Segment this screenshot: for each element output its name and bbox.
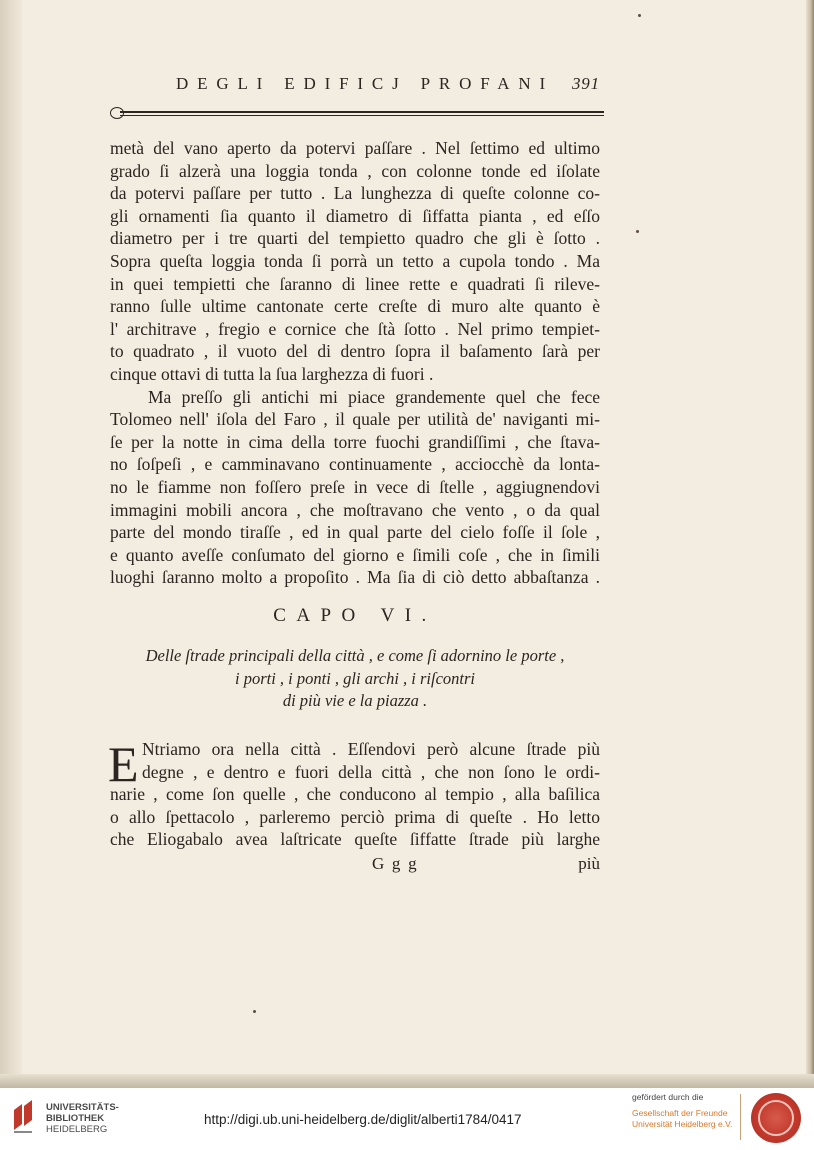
text-line: luoghi ſaranno molto a propoſito . Ma ſia di ciò detto abbaſtanza .	[110, 567, 600, 588]
text-line: immagini mobili ancora , che moſtravano che vento , o da qual	[110, 499, 600, 520]
sponsor-credit: gefördert durch die Gesellschaft der Freunde Universität Heidelberg e.V.	[632, 1092, 733, 1129]
text-line: to quadrato , il vuoto del di dentro ſopra il baſamento ſarà per	[110, 341, 600, 362]
chapter-title-line: di più vie e la piazza .	[282, 691, 428, 710]
page-number: 391	[571, 74, 600, 93]
text-line: cinque ottavi di tutta la ſua larghezza di fuori .	[110, 363, 434, 384]
page-gutter-shadow	[0, 0, 22, 1088]
text-line: ranno ſulle ultime cantonate certe creſte di muro alte quanto è	[110, 296, 600, 317]
text-line: metà del vano aperto da potervi paſſare . Nel ſettimo ed ultimo	[110, 138, 600, 158]
text-line: Ma preſſo gli antichi mi piace grandemente quel che fece	[148, 386, 600, 407]
chapter-title-line: Delle ſtrade principali della città , e come ſi adornino le porte ,	[145, 646, 565, 665]
text-line: o allo ſpettacolo , parleremo perciò prima di queſte . Ho letto	[110, 806, 600, 827]
paragraph-1	[110, 137, 600, 589]
signature-mark: Ggg	[372, 854, 425, 873]
text-line: in quei tempietti che ſaranno di linee rette e quadrati ſi rileve-	[110, 273, 600, 294]
ink-speck	[636, 230, 639, 233]
sponsor-divider	[740, 1094, 741, 1140]
chapter-heading: CAPO VI.	[273, 605, 437, 626]
text-line: che Eliogabalo avea laſtricate queſte ſiffatte ſtrade più larghe	[110, 829, 600, 850]
text-line: Ntriamo ora nella città . Eſſendovi però alcune ſtrade più	[142, 739, 600, 759]
running-head-title: DEGLI EDIFICJ PROFANI	[176, 74, 554, 93]
page-bottom-edge	[0, 1074, 814, 1088]
running-head	[110, 74, 600, 98]
text-line: diametro per i tre quarti del tempietto quadro che gli è ſotto .	[110, 228, 600, 249]
text-line: l' architrave , fregio e cornice che ſtà ſotto . Nel primo tempiet-	[110, 318, 600, 339]
permalink-url[interactable]: http://digi.ub.uni-heidelberg.de/diglit/alberti1784/0417	[204, 1112, 522, 1127]
catchword: più	[578, 854, 600, 873]
university-seal-icon	[751, 1093, 801, 1143]
rule-ornament-icon	[110, 107, 124, 119]
ink-speck	[638, 14, 641, 17]
viewer-footer	[0, 1088, 814, 1150]
text-line: Tolomeo nell' iſola del Faro , il quale per utilità de' naviganti mi-	[110, 409, 600, 430]
page-right-edge	[806, 0, 814, 1088]
text-line: no le fiamme non foſſero preſe in vece di ſtelle , aggiugnendovi	[110, 476, 600, 497]
chapter-title	[110, 645, 600, 713]
ink-speck	[253, 1010, 256, 1013]
drop-cap: E	[108, 736, 139, 792]
text-line: no ſoſpeſi , e camminavano continuamente , acciocchè da lonta-	[110, 454, 600, 475]
text-line: Sopra queſta loggia tonda ſi porrà un tetto a cupola tondo . Ma	[110, 250, 600, 271]
text-line: degne , e dentro e fuori della città , che non ſono le ordi-	[142, 761, 600, 782]
text-line: narie , come ſon quelle , che conducono al tempio , alla baſilica	[110, 784, 600, 805]
text-line: da potervi paſſare per tutto . La lunghezza di queſte colonne co-	[110, 183, 600, 204]
university-library-logo-icon	[10, 1100, 40, 1134]
catchline	[110, 854, 600, 876]
text-line: ſe per la notte in cima della torre fuochi grandiſſimi , che ſtava-	[110, 431, 600, 452]
text-line: gli ornamenti ſia quanto il diametro di ſiffatta pianta , ed eſſo	[110, 205, 600, 226]
text-line: parte del mondo tiraſſe , ed in qual parte del cielo foſſe il ſole ,	[110, 522, 600, 543]
text-line: grado ſi alzerà una loggia tonda , con colonne tonde ed iſolate	[110, 160, 600, 181]
text-line: e quanto aveſſe conſumato del giorno e ſimili coſe , che in ſimili	[110, 544, 600, 565]
paragraph-3	[110, 738, 600, 851]
chapter-title-line: i porti , i ponti , gli archi , i riſcontri	[234, 668, 476, 688]
header-rule	[110, 111, 604, 116]
university-library-name: UNIVERSITÄTS- BIBLIOTHEK HEIDELBERG	[46, 1102, 119, 1135]
